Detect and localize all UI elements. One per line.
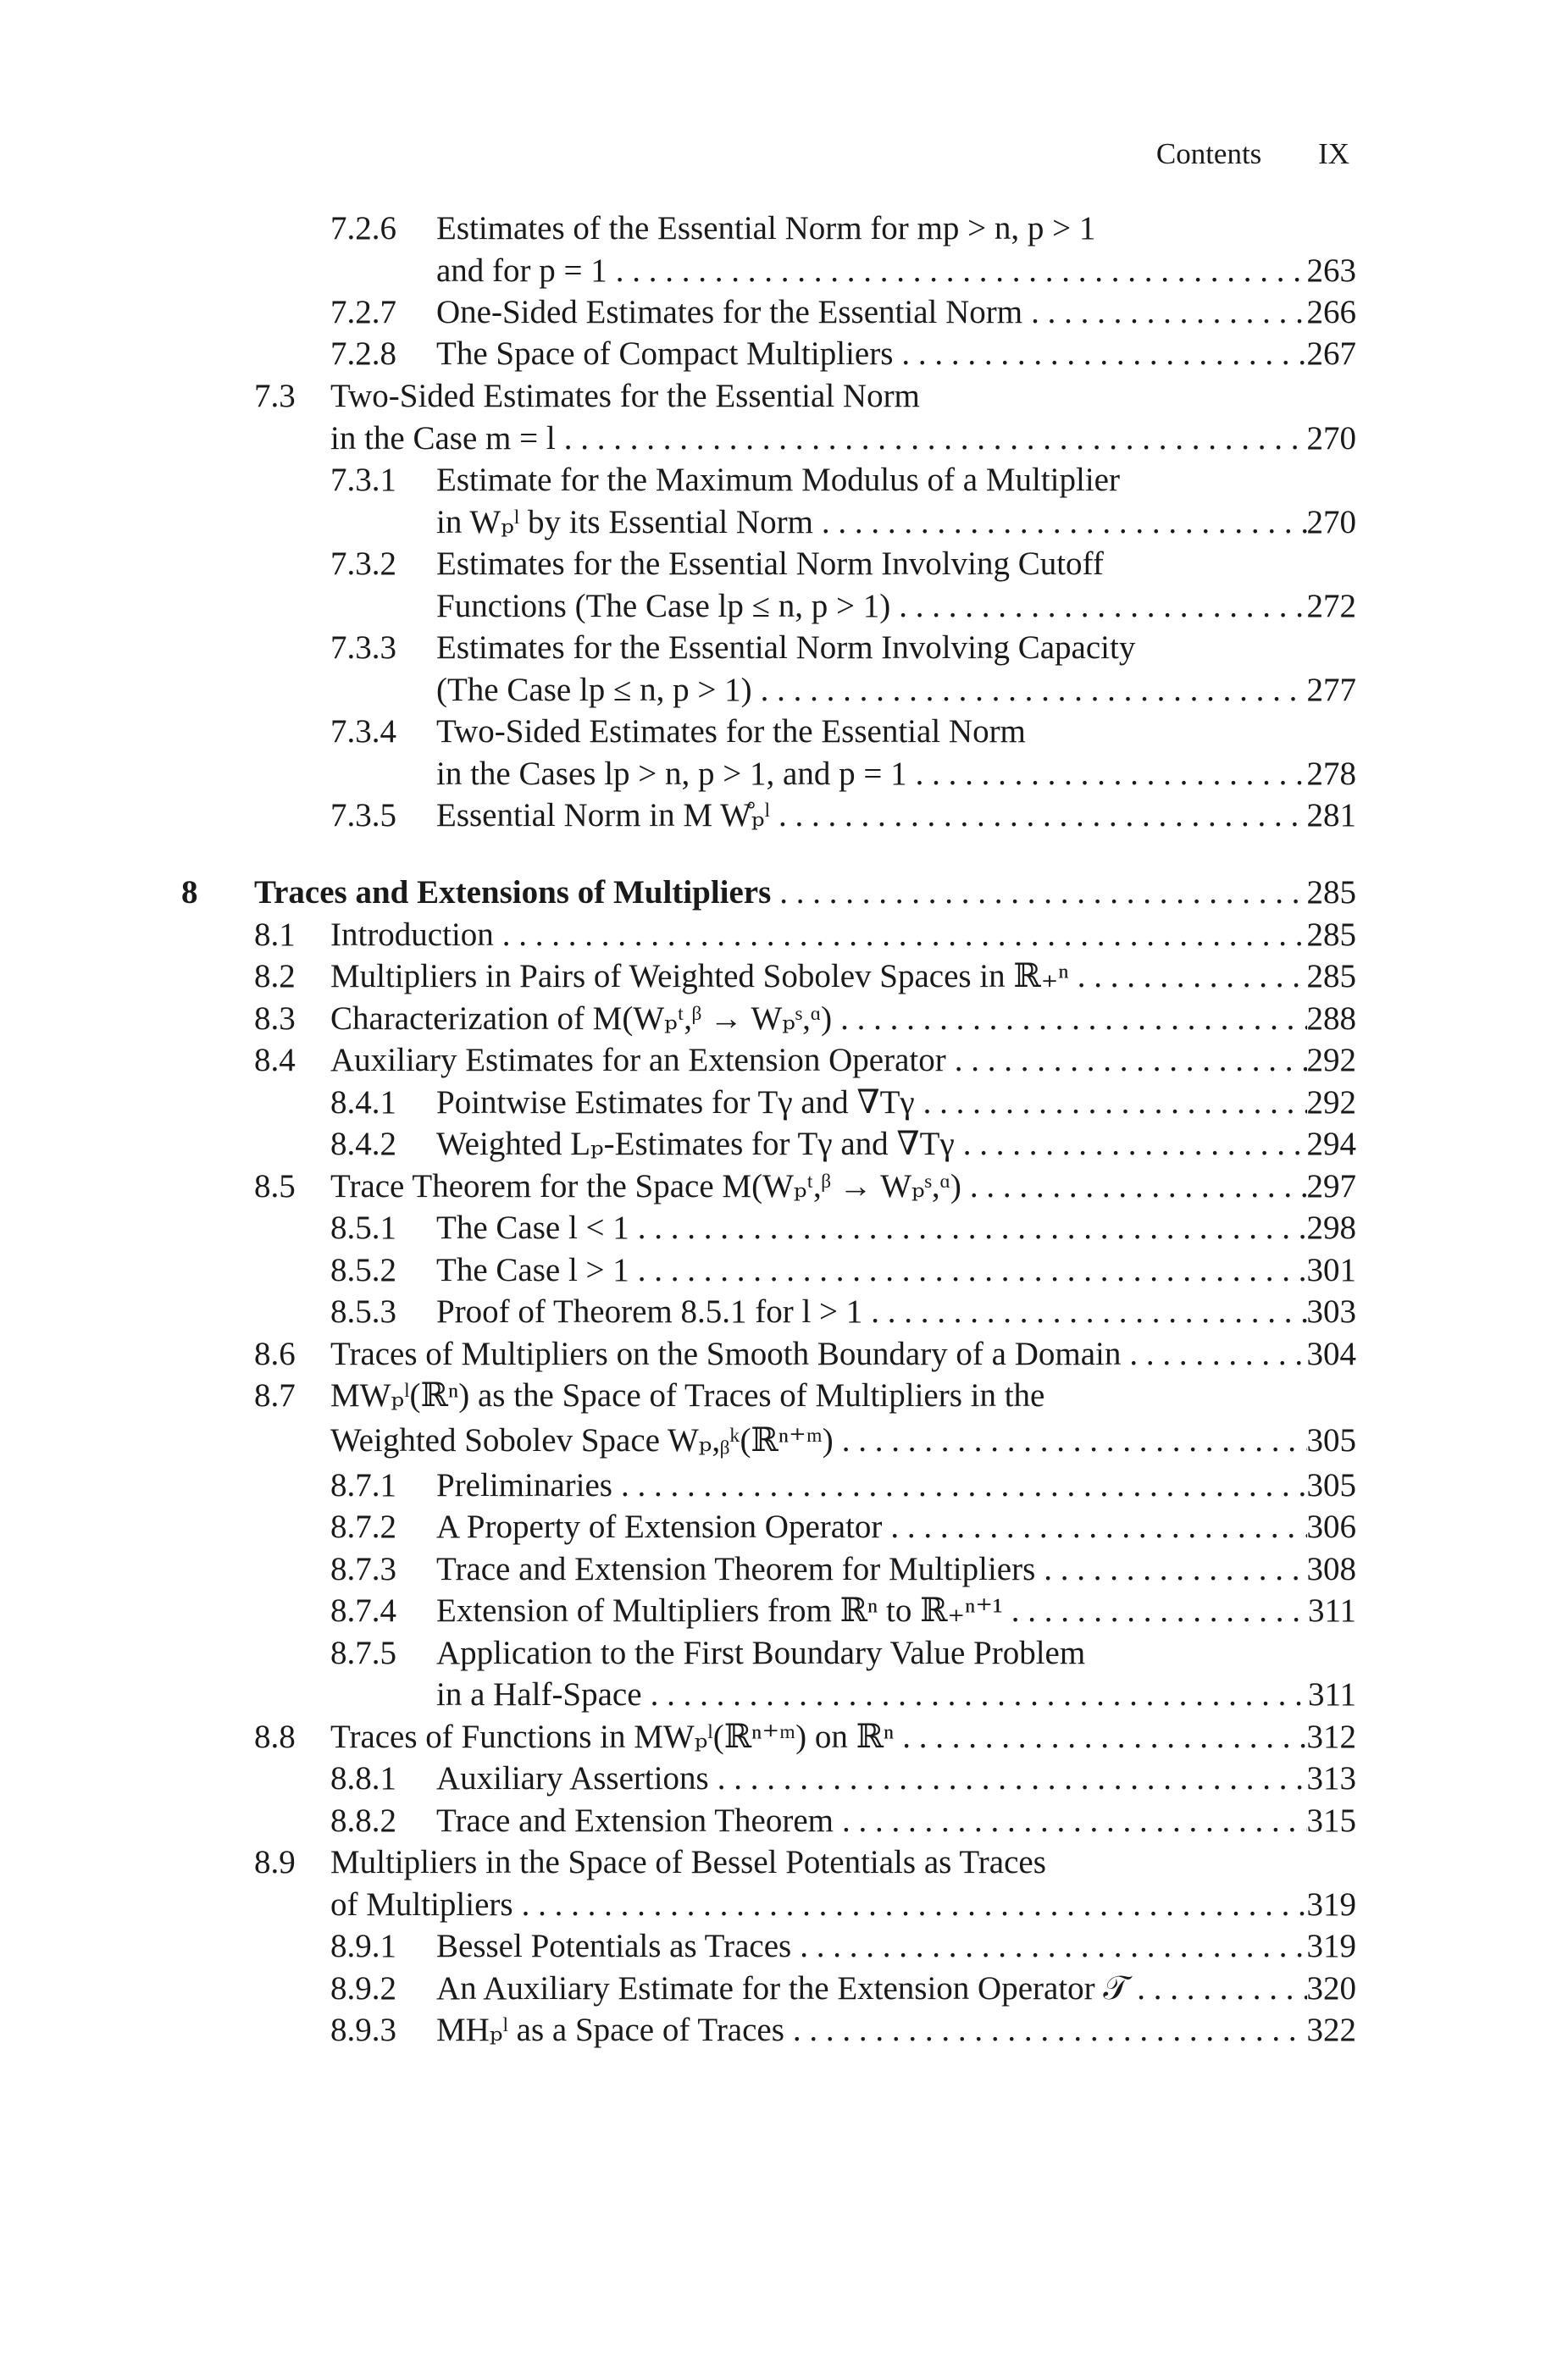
toc-entry-7-3-2[interactable]	[0, 544, 1568, 584]
toc-entry-title: MHₚˡ as a Space of Traces	[436, 2012, 784, 2048]
toc-entry-8-8-2[interactable]	[0, 1801, 1568, 1841]
toc-entry-page: 306	[1306, 1509, 1356, 1545]
toc-entry-page: 305	[1306, 1422, 1356, 1459]
toc-entry-number: 8.4.1	[330, 1084, 396, 1121]
toc-entry-number: 8.7.1	[330, 1467, 396, 1503]
toc-entry-page: 298	[1306, 1210, 1356, 1246]
toc-entry-page: 311	[1307, 1676, 1356, 1713]
toc-entry-number: 8.7.2	[330, 1509, 396, 1545]
toc-entry-continuation[interactable]	[0, 754, 1568, 795]
toc-entry-page: 294	[1306, 1126, 1356, 1162]
toc-chapter-8[interactable]	[0, 872, 1568, 913]
toc-entry-page: 288	[1306, 1000, 1356, 1037]
toc-entry-number: 7.2.8	[330, 335, 396, 372]
toc-entry-page: 315	[1306, 1802, 1356, 1839]
toc-entry-title: in the Case m = l	[330, 420, 556, 457]
toc-entry-title: Proof of Theorem 8.5.1 for l > 1	[436, 1293, 863, 1330]
dot-leader	[961, 1166, 1307, 1207]
toc-entry-title: Estimate for the Maximum Modulus of a Multiplier	[436, 462, 1120, 498]
toc-entry-page: 319	[1306, 1928, 1356, 1964]
toc-entry-8-6[interactable]	[0, 1334, 1568, 1375]
toc-entry-title: Application to the First Boundary Value Problem	[436, 1635, 1086, 1671]
dot-leader	[893, 334, 1306, 374]
dot-leader	[832, 999, 1306, 1039]
toc-entry-7-3-3[interactable]	[0, 628, 1568, 668]
dot-leader	[612, 1465, 1307, 1506]
dot-leader	[1128, 1969, 1306, 2009]
toc-entry-7-2-7[interactable]	[0, 292, 1568, 333]
toc-entry-number: 8.4.2	[330, 1126, 396, 1162]
toc-entry-8-7-1[interactable]	[0, 1465, 1568, 1506]
toc-entry-8-9[interactable]	[0, 1842, 1568, 1883]
running-head-page-number: IX	[1318, 137, 1349, 170]
toc-entry-page: 311	[1307, 1592, 1356, 1629]
dot-leader	[771, 872, 1306, 913]
toc-entry-page: 285	[1306, 958, 1356, 994]
toc-entry-title: Introduction	[330, 916, 494, 953]
toc-entry-8-5-1[interactable]	[0, 1208, 1568, 1249]
dot-leader	[607, 251, 1307, 291]
dot-leader	[834, 1420, 1307, 1461]
toc-entry-title: Preliminaries	[436, 1467, 612, 1503]
toc-entry-title: Traces of Multipliers on the Smooth Boundary of a Domain	[330, 1336, 1122, 1372]
toc-entry-title: Traces of Functions in MWₚˡ(ℝⁿ⁺ᵐ) on ℝⁿ	[330, 1719, 895, 1755]
toc-entry-page: 305	[1306, 1467, 1356, 1503]
toc-entry-title: The Case l > 1	[436, 1252, 629, 1288]
toc-entry-title: One-Sided Estimates for the Essential Norm	[436, 294, 1023, 330]
toc-entry-page: 272	[1306, 588, 1356, 624]
toc-entry-number: 8.7.4	[330, 1592, 396, 1629]
toc-entry-number: 8.4	[254, 1042, 296, 1078]
toc-entry-title: Estimates for the Essential Norm Involving Capacity	[436, 629, 1136, 666]
toc-entry-number: 8.5.2	[330, 1252, 396, 1288]
toc-entry-page: 278	[1306, 756, 1356, 792]
toc-entry-number: 8.7.3	[330, 1551, 396, 1587]
toc-entry-continuation[interactable]	[0, 586, 1568, 627]
toc-entry-title: Multipliers in Pairs of Weighted Sobolev Spaces in ℝ₊ⁿ	[330, 958, 1069, 994]
toc-entry-number: 7.2.7	[330, 294, 396, 330]
toc-entry-title: Trace and Extension Theorem for Multipliers	[436, 1551, 1036, 1587]
toc-entry-continuation[interactable]	[0, 251, 1568, 291]
toc-entry-number: 8.1	[254, 916, 296, 953]
toc-entry-number: 8.9.2	[330, 1970, 396, 2007]
toc-entry-8-4-2[interactable]	[0, 1124, 1568, 1165]
toc-entry-page: 320	[1306, 1970, 1356, 2007]
toc-entry-title: Essential Norm in M W̊ₚˡ	[436, 797, 770, 833]
toc-entry-page: 313	[1306, 1760, 1356, 1797]
toc-chapter-number: 8	[181, 874, 198, 911]
dot-leader	[894, 1717, 1306, 1758]
dot-leader	[494, 915, 1307, 955]
toc-entry-page: 277	[1306, 672, 1356, 708]
toc-entry-page: 270	[1306, 504, 1356, 540]
toc-entry-number: 8.9.1	[330, 1928, 396, 1964]
toc-entry-title: Characterization of M(Wₚᵗ,ᵝ → Wₚˢ,ᵅ)	[330, 1000, 833, 1037]
toc-entry-8-7-2[interactable]	[0, 1507, 1568, 1548]
toc-entry-8-7-4[interactable]	[0, 1591, 1568, 1631]
toc-entry-title: in a Half-Space	[436, 1676, 642, 1713]
toc-entry-continuation[interactable]	[0, 1420, 1568, 1461]
dot-leader	[709, 1758, 1307, 1799]
toc-entry-number: 8.3	[254, 1000, 296, 1037]
toc-entry-page: 308	[1306, 1551, 1356, 1587]
toc-entry-continuation[interactable]	[0, 670, 1568, 711]
toc-entry-page: 292	[1306, 1042, 1356, 1078]
running-head-title: Contents	[1155, 137, 1262, 170]
toc-entry-title: Auxiliary Estimates for an Extension Operator	[330, 1042, 946, 1078]
dot-leader	[629, 1250, 1307, 1291]
toc-entry-page: 263	[1306, 252, 1356, 289]
toc-entry-title: Pointwise Estimates for Tγ and ∇Tγ	[436, 1084, 915, 1121]
toc-entry-page: 301	[1306, 1252, 1356, 1288]
toc-entry-page: 312	[1306, 1719, 1356, 1755]
toc-chapter-title: Traces and Extensions of Multipliers	[254, 874, 772, 911]
toc-entry-page: 285	[1306, 916, 1356, 953]
toc-entry-7-3[interactable]	[0, 376, 1568, 417]
toc-entry-title: in Wₚˡ by its Essential Norm	[436, 504, 813, 540]
toc-entry-number: 7.3	[254, 378, 296, 414]
running-head	[1156, 137, 1349, 171]
toc-entry-8-2[interactable]	[0, 956, 1568, 997]
dot-leader	[946, 1040, 1307, 1081]
toc-entry-number: 8.8.1	[330, 1760, 396, 1797]
toc-entry-7-3-4[interactable]	[0, 712, 1568, 752]
toc-entry-number: 7.3.3	[330, 629, 396, 666]
toc-entry-number: 7.3.5	[330, 797, 396, 833]
toc-entry-7-3-5[interactable]	[0, 795, 1568, 836]
toc-entry-number: 8.9	[254, 1844, 296, 1880]
dot-leader	[813, 502, 1307, 543]
toc-entry-title: (The Case lp ≤ n, p > 1)	[436, 672, 752, 708]
toc-entry-8-1[interactable]	[0, 915, 1568, 955]
toc-entry-page: 285	[1306, 874, 1356, 911]
toc-entry-8-3[interactable]	[0, 999, 1568, 1039]
toc-entry-number: 8.7.5	[330, 1635, 396, 1671]
toc-entry-8-8[interactable]	[0, 1717, 1568, 1758]
toc-entry-number: 7.3.4	[330, 713, 396, 750]
toc-entry-title: in the Cases lp > n, p > 1, and p = 1	[436, 756, 907, 792]
dot-leader	[513, 1885, 1307, 1925]
toc-entry-continuation[interactable]	[0, 1675, 1568, 1715]
toc-entry-title: A Property of Extension Operator	[436, 1509, 883, 1545]
toc-entry-8-7-5[interactable]	[0, 1633, 1568, 1674]
toc-entry-continuation[interactable]	[0, 1885, 1568, 1925]
toc-entry-page: 281	[1306, 797, 1356, 833]
toc-entry-page: 303	[1306, 1293, 1356, 1330]
toc-entry-title: Bessel Potentials as Traces	[436, 1928, 792, 1964]
toc-entry-number: 7.3.1	[330, 462, 396, 498]
toc-entry-7-2-6[interactable]	[0, 208, 1568, 249]
toc-entry-8-4-1[interactable]	[0, 1083, 1568, 1123]
dot-leader	[1022, 292, 1306, 333]
dot-leader	[556, 418, 1307, 459]
toc-entry-8-4[interactable]	[0, 1040, 1568, 1081]
dot-leader	[1121, 1334, 1306, 1375]
toc-entry-page: 297	[1306, 1168, 1356, 1204]
toc-entry-8-9-2[interactable]	[0, 1969, 1568, 2009]
toc-entry-title: Two-Sided Estimates for the Essential Norm	[330, 378, 920, 414]
toc-entry-7-3-1[interactable]	[0, 460, 1568, 501]
dot-leader	[882, 1507, 1306, 1548]
toc-entry-page: 270	[1306, 420, 1356, 457]
toc-entry-page: 304	[1306, 1336, 1356, 1372]
toc-entry-title: Multipliers in the Space of Bessel Potentials as Traces	[330, 1844, 1046, 1880]
toc-entry-number: 7.2.6	[330, 210, 396, 246]
toc-entry-title: Weighted Lₚ-Estimates for Tγ and ∇Tγ	[436, 1126, 955, 1162]
toc-entry-7-2-8[interactable]	[0, 334, 1568, 374]
toc-entry-title: Trace Theorem for the Space M(Wₚᵗ,ᵝ → Wₚˢ,ᵅ)	[330, 1168, 961, 1204]
toc-entry-8-9-1[interactable]	[0, 1926, 1568, 1967]
dot-leader	[629, 1208, 1307, 1249]
toc-entry-number: 8.2	[254, 958, 296, 994]
toc-entry-title: Auxiliary Assertions	[436, 1760, 709, 1797]
toc-entry-number: 8.5	[254, 1168, 296, 1204]
dot-leader	[784, 2010, 1307, 2051]
toc-entry-number: 8.6	[254, 1336, 296, 1372]
toc-entry-8-8-1[interactable]	[0, 1758, 1568, 1799]
toc-entry-title: and for p = 1	[436, 252, 607, 289]
toc-entry-number: 8.9.3	[330, 2012, 396, 2048]
dot-leader	[1069, 956, 1307, 997]
toc-entry-title: Extension of Multipliers from ℝⁿ to ℝ₊ⁿ⁺¹	[436, 1592, 1003, 1629]
toc-entry-number: 8.7	[254, 1377, 296, 1414]
dot-leader	[862, 1292, 1306, 1332]
toc-entry-8-5[interactable]	[0, 1166, 1568, 1207]
dot-leader	[791, 1926, 1306, 1967]
toc-entry-page: 266	[1306, 294, 1356, 330]
toc-entry-8-7[interactable]	[0, 1376, 1568, 1416]
toc-entry-8-9-3[interactable]	[0, 2010, 1568, 2051]
toc-entry-number: 7.3.2	[330, 545, 396, 582]
toc-entry-page: 319	[1306, 1886, 1356, 1923]
dot-leader	[642, 1675, 1308, 1715]
toc-entry-number: 8.8	[254, 1719, 296, 1755]
toc-entry-title: MWₚˡ(ℝⁿ) as the Space of Traces of Multipliers in the	[330, 1377, 1045, 1414]
dot-leader	[955, 1124, 1307, 1165]
toc-entry-8-5-2[interactable]	[0, 1250, 1568, 1291]
toc-entry-page: 322	[1306, 2012, 1356, 2048]
toc-entry-title: Estimates of the Essential Norm for mp > n, p > 1	[436, 210, 1096, 246]
toc-entry-title: Functions (The Case lp ≤ n, p > 1)	[436, 588, 891, 624]
dot-leader	[890, 586, 1306, 627]
dot-leader	[907, 754, 1307, 795]
dot-leader	[752, 670, 1307, 711]
toc-entry-title: Trace and Extension Theorem	[436, 1802, 834, 1839]
dot-leader	[1035, 1549, 1306, 1590]
toc-entry-title: Weighted Sobolev Space Wₚ,ᵦᵏ(ℝⁿ⁺ᵐ)	[330, 1422, 834, 1459]
dot-leader	[915, 1083, 1307, 1123]
toc-entry-title: The Space of Compact Multipliers	[436, 335, 894, 372]
toc-entry-page: 267	[1306, 335, 1356, 372]
toc-entry-title: The Case l < 1	[436, 1210, 629, 1246]
dot-leader	[770, 795, 1307, 836]
dot-leader	[834, 1801, 1307, 1841]
dot-leader	[1003, 1591, 1308, 1631]
toc-entry-number: 8.5.1	[330, 1210, 396, 1246]
toc-entry-title: Two-Sided Estimates for the Essential Norm	[436, 713, 1026, 750]
toc-entry-8-7-3[interactable]	[0, 1549, 1568, 1590]
toc-entry-8-5-3[interactable]	[0, 1292, 1568, 1332]
toc-entry-title: Estimates for the Essential Norm Involving Cutoff	[436, 545, 1104, 582]
toc-entry-title: An Auxiliary Estimate for the Extension Operator 𝒯	[436, 1970, 1129, 2007]
toc-entry-number: 8.5.3	[330, 1293, 396, 1330]
toc-entry-continuation[interactable]	[0, 418, 1568, 459]
toc-entry-title: of Multipliers	[330, 1886, 513, 1923]
toc-entry-page: 292	[1306, 1084, 1356, 1121]
toc-entry-continuation[interactable]	[0, 502, 1568, 543]
toc-entry-number: 8.8.2	[330, 1802, 396, 1839]
